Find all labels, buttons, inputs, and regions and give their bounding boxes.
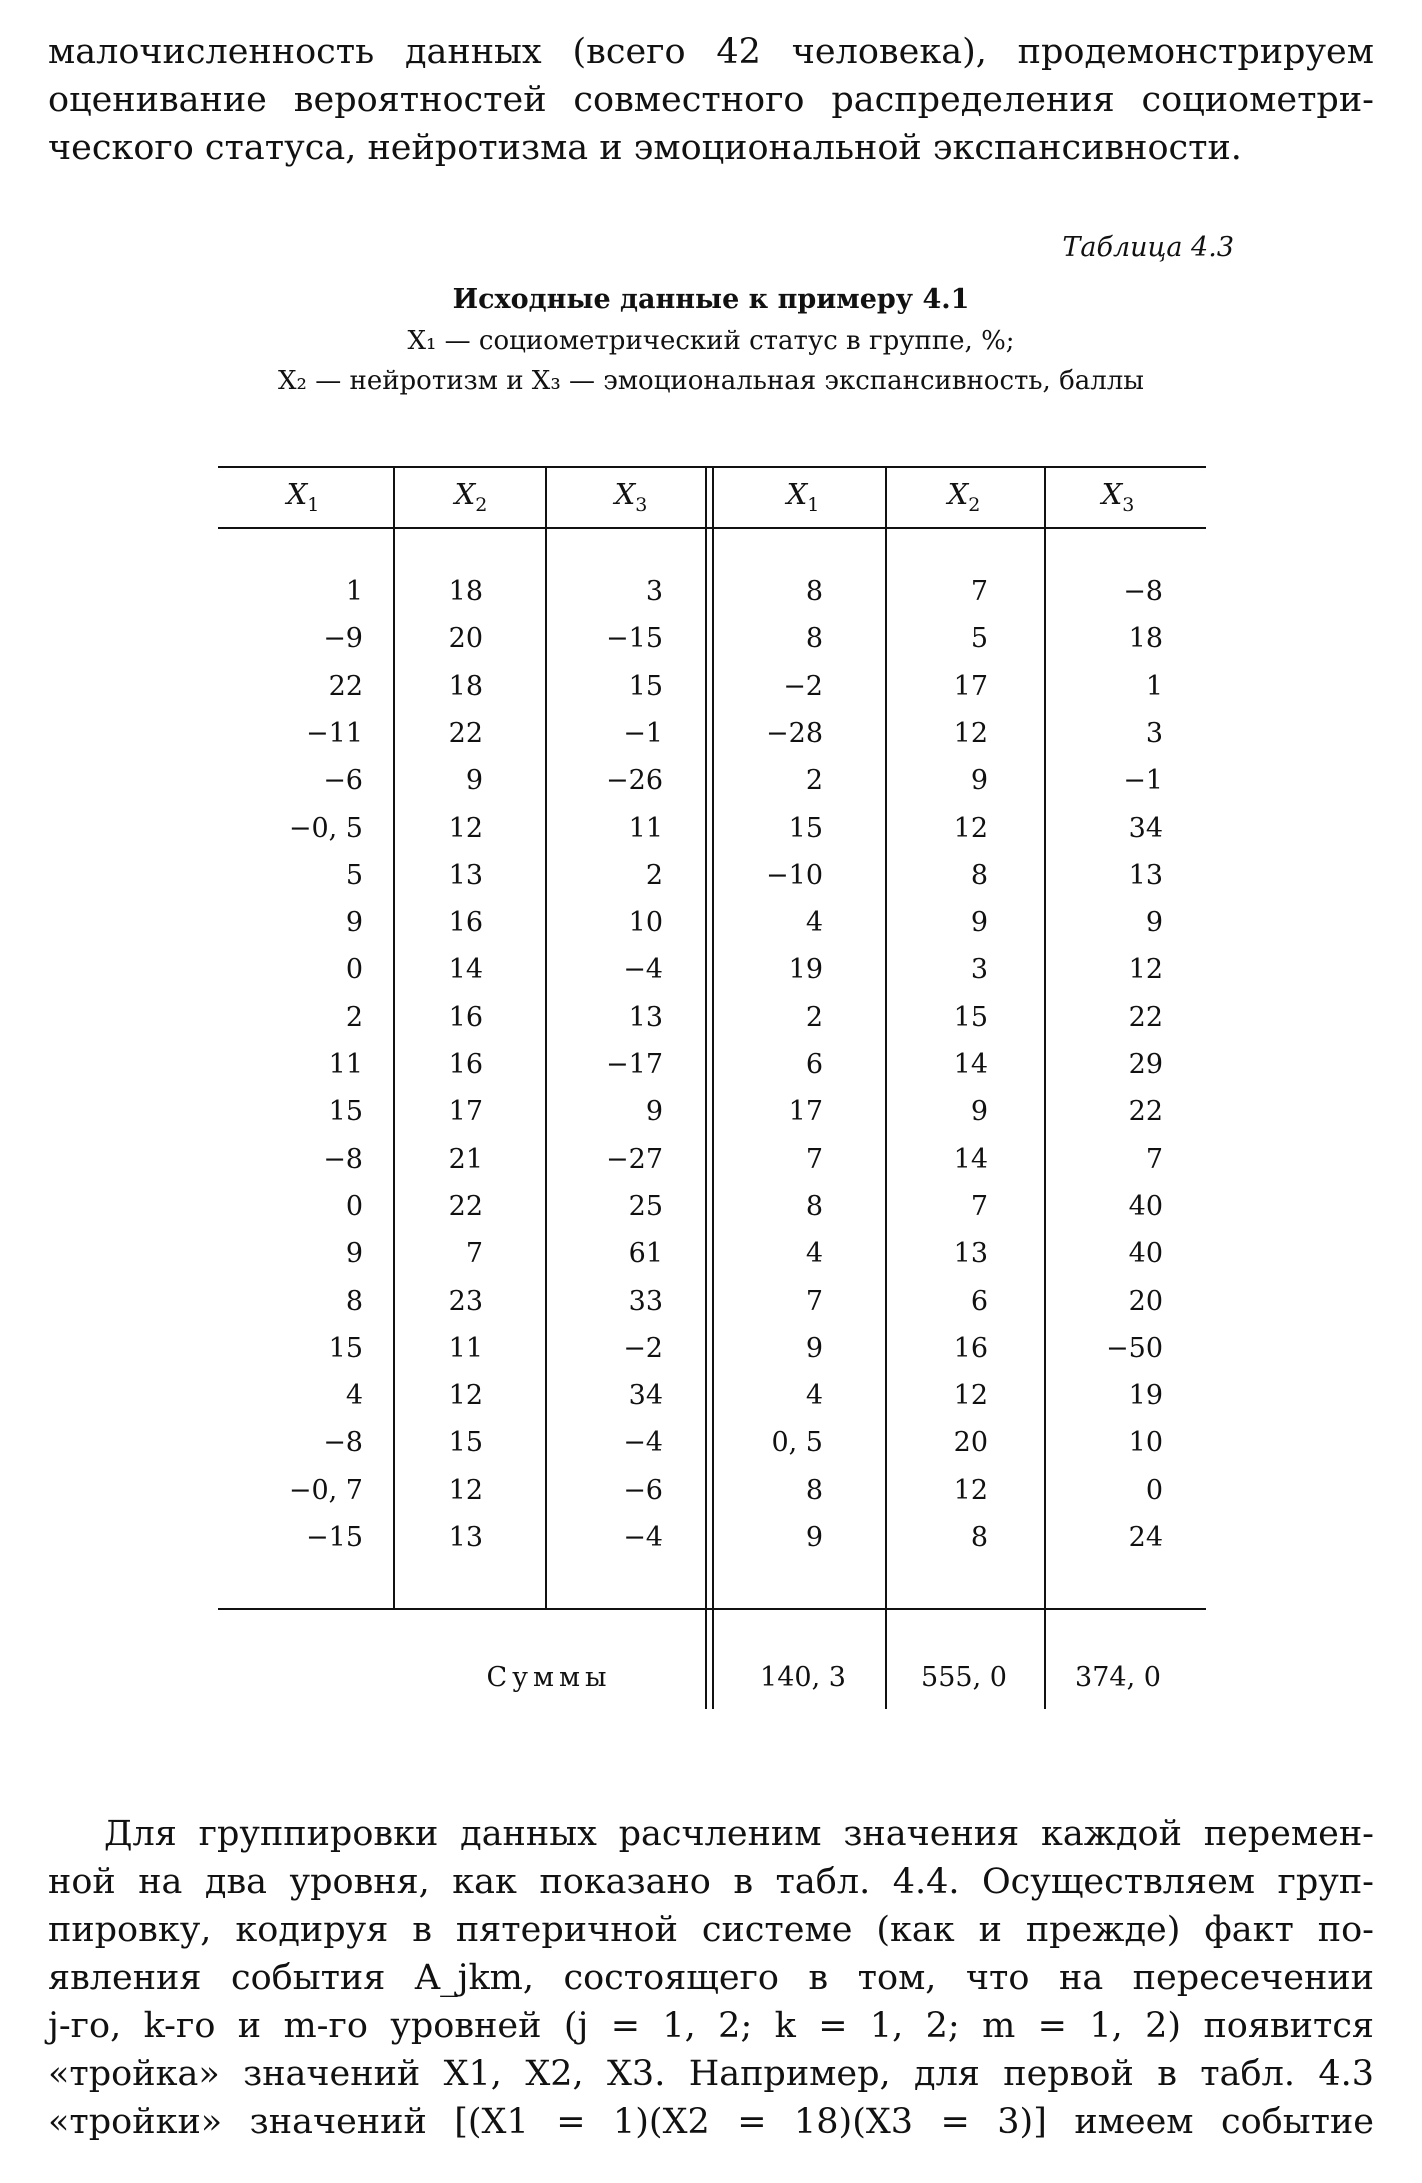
table-cell: 3 — [970, 954, 988, 986]
table-cell: 2 — [345, 1001, 363, 1033]
table-cell: 16 — [448, 907, 483, 939]
table-cell: −4 — [623, 1522, 663, 1553]
table-cell: −27 — [606, 1143, 663, 1175]
sums-cell: 374, 0 — [1075, 1662, 1161, 1693]
sums-cell: 140, 3 — [760, 1662, 846, 1693]
paragraph-line: Для группировки данных расчленим значения каждой перемен- — [104, 1814, 1374, 1854]
table-cell: 20 — [448, 623, 483, 655]
table-cell: 2 — [805, 1001, 823, 1033]
table-cell: −4 — [623, 1427, 663, 1459]
table-cell: −1 — [1123, 765, 1163, 797]
table-cell: 5 — [345, 859, 363, 891]
table-cell: 17 — [953, 670, 988, 702]
table-cell: 7 — [805, 1143, 823, 1175]
table-cell: 15 — [788, 812, 823, 844]
table-cell: 16 — [448, 1049, 483, 1080]
paragraph-line: j-го, k-го и m-го уровней (j = 1, 2; k = 1, 2; m = 1, 2) появится — [48, 2006, 1374, 2046]
table-cell: 13 — [1128, 859, 1163, 891]
table-cell: 9 — [345, 907, 363, 939]
table-cell: −15 — [306, 1522, 363, 1553]
table-cell: −4 — [623, 954, 663, 986]
table-cell: −28 — [766, 717, 823, 749]
table-label: Таблица 4.3 — [1062, 232, 1234, 263]
table-cell: −26 — [606, 765, 663, 797]
table-cell: 3 — [645, 576, 663, 607]
table-cell: 8 — [805, 576, 823, 607]
table-cell: 18 — [1128, 623, 1163, 655]
table-cell: −0, 7 — [288, 1474, 363, 1506]
table-cell: 7 — [970, 1190, 988, 1222]
table-cell: 22 — [448, 717, 483, 749]
table-cell: −17 — [606, 1049, 663, 1080]
table-cell: −1 — [623, 717, 663, 749]
table-cell: −50 — [1106, 1332, 1163, 1364]
table-header-cell: $X_2$ — [947, 477, 981, 516]
table-cell: 12 — [953, 1474, 988, 1506]
table-cell: 61 — [628, 1238, 663, 1270]
body-paragraph — [48, 1810, 1374, 2146]
table-cell: 8 — [805, 1190, 823, 1222]
table-cell: 8 — [970, 1522, 988, 1553]
table-cell: 9 — [345, 1238, 363, 1270]
table-cell: 13 — [953, 1238, 988, 1270]
table-cell: 12 — [448, 812, 483, 844]
paragraph-line: «тройка» значений X1, X2, X3. Например, для первой в табл. 4.3 — [48, 2054, 1374, 2094]
table-cell: 7 — [805, 1285, 823, 1317]
table-cell: 9 — [970, 907, 988, 939]
table-cell: 17 — [448, 1096, 483, 1128]
table-subtitle-line: X₂ — нейротизм и X₃ — эмоциональная экспансивность, баллы — [278, 366, 1144, 396]
table-cell: 10 — [628, 907, 663, 939]
table-cell: −11 — [306, 717, 363, 749]
table-cell: 9 — [1145, 907, 1163, 939]
table-cell: 18 — [448, 576, 483, 607]
table-cell: 15 — [953, 1001, 988, 1033]
table-cell: 0 — [345, 1190, 363, 1222]
table-cell: 40 — [1128, 1190, 1163, 1222]
table-cell: 34 — [628, 1380, 663, 1412]
table-cell: 12 — [448, 1380, 483, 1412]
table-cell: −9 — [323, 623, 363, 655]
table-cell: 3 — [1145, 717, 1163, 749]
table-cell: 16 — [953, 1332, 988, 1364]
paragraph-line: оценивание вероятностей совместного распределения социометри- — [48, 80, 1374, 120]
table-cell: 15 — [328, 1332, 363, 1364]
table-cell: 24 — [1128, 1522, 1163, 1553]
table-header-cell: $X_3$ — [614, 477, 648, 516]
table-cell: 12 — [953, 717, 988, 749]
table-cell: 2 — [805, 765, 823, 797]
table-cell: 15 — [328, 1096, 363, 1128]
table-cell: 20 — [1128, 1285, 1163, 1317]
table-cell: 13 — [628, 1001, 663, 1033]
table-cell: 12 — [953, 812, 988, 844]
table-cell: 22 — [1128, 1001, 1163, 1033]
paragraph-line: пировку, кодируя в пятеричной системе (как и прежде) факт по- — [48, 1910, 1374, 1950]
table-cell: 4 — [805, 907, 823, 939]
table-cell: 14 — [953, 1049, 988, 1080]
table-cell: 0 — [345, 954, 363, 986]
table-cell: −6 — [323, 765, 363, 797]
table-cell: −2 — [623, 1332, 663, 1364]
table-cell: 4 — [805, 1238, 823, 1270]
table-cell: 9 — [805, 1522, 823, 1553]
table-cell: 12 — [953, 1380, 988, 1412]
table-cell: 9 — [805, 1332, 823, 1364]
table-cell: 18 — [448, 670, 483, 702]
table-cell: 6 — [805, 1049, 823, 1080]
table-cell: 1 — [345, 576, 363, 607]
table-cell: 12 — [1128, 954, 1163, 986]
table-header-cell: $X_1$ — [286, 477, 320, 516]
sums-cell: 555, 0 — [921, 1662, 1007, 1693]
table-cell: −2 — [783, 670, 823, 702]
table-cell: 14 — [953, 1143, 988, 1175]
table-cell: −15 — [606, 623, 663, 655]
table-cell: 15 — [628, 670, 663, 702]
table-cell: 22 — [448, 1190, 483, 1222]
table-header-cell: $X_1$ — [786, 477, 820, 516]
table-cell: 29 — [1128, 1049, 1163, 1080]
table-cell: 11 — [448, 1332, 483, 1364]
intro-paragraph — [48, 28, 1374, 172]
table-cell: −10 — [766, 859, 823, 891]
table-cell: 20 — [953, 1427, 988, 1459]
table-cell: 0 — [1145, 1474, 1163, 1506]
table-cell: 19 — [788, 954, 823, 986]
table-cell: 14 — [448, 954, 483, 986]
table-cell: −8 — [323, 1143, 363, 1175]
table-cell: 33 — [628, 1285, 663, 1317]
table-cell: 19 — [1128, 1380, 1163, 1412]
table-cell: 25 — [628, 1190, 663, 1222]
table-cell: −0, 5 — [288, 812, 363, 844]
table-cell: 7 — [465, 1238, 483, 1270]
table-cell: 2 — [645, 859, 663, 891]
table-cell: 21 — [448, 1143, 483, 1175]
table-cell: 1 — [1145, 670, 1163, 702]
table-cell: 16 — [448, 1001, 483, 1033]
table-cell: 0, 5 — [771, 1427, 823, 1459]
table-header-cell: $X_2$ — [454, 477, 488, 516]
table-header-cell: $X_3$ — [1101, 477, 1135, 516]
table-cell: 13 — [448, 1522, 483, 1553]
table-title: Исходные данные к примеру 4.1 — [452, 284, 970, 315]
paragraph-line: ческого статуса, нейротизма и эмоциональной экспансивности. — [48, 128, 1242, 168]
table-cell: 22 — [1128, 1096, 1163, 1128]
table-cell: 9 — [645, 1096, 663, 1128]
table-cell: 10 — [1128, 1427, 1163, 1459]
table-cell: 7 — [1145, 1143, 1163, 1175]
table-cell: 11 — [628, 812, 663, 844]
table-cell: 12 — [448, 1474, 483, 1506]
paragraph-line: «тройки» значений [(X1 = 1)(X2 = 18)(X3 = 3)] имеем событие — [48, 2102, 1374, 2142]
table-cell: 8 — [345, 1285, 363, 1317]
data-table — [218, 466, 1206, 1709]
table-cell: 7 — [970, 576, 988, 607]
table-cell: 9 — [970, 1096, 988, 1128]
table-cell: 6 — [970, 1285, 988, 1317]
table-cell: −8 — [1123, 576, 1163, 607]
table-cell: 40 — [1128, 1238, 1163, 1270]
paragraph-line: ной на два уровня, как показано в табл. 4.4. Осуществляем груп- — [48, 1862, 1374, 1902]
table-subtitle-line: X₁ — социометрический статус в группе, %; — [407, 326, 1015, 356]
table-cell: 23 — [448, 1285, 483, 1317]
table-cell: 11 — [328, 1049, 363, 1080]
table-cell: 8 — [805, 1474, 823, 1506]
table-cell: 22 — [328, 670, 363, 702]
table-cell: 34 — [1128, 812, 1163, 844]
table-cell: 17 — [788, 1096, 823, 1128]
table-cell: 13 — [448, 859, 483, 891]
table-cell: 5 — [970, 623, 988, 655]
table-cell: 4 — [805, 1380, 823, 1412]
table-cell: 15 — [448, 1427, 483, 1459]
table-cell: 4 — [345, 1380, 363, 1412]
table-cell: −8 — [323, 1427, 363, 1459]
paragraph-line: малочисленность данных (всего 42 человека), продемонстрируем — [48, 32, 1374, 72]
table-cell: 9 — [465, 765, 483, 797]
sums-label: Суммы — [486, 1662, 612, 1693]
table-cell: 9 — [970, 765, 988, 797]
table-cell: 8 — [970, 859, 988, 891]
table-cell: −6 — [623, 1474, 663, 1506]
paragraph-line: явления события A_jkm, состоящего в том, что на пересечении — [48, 1958, 1374, 1998]
table-cell: 8 — [805, 623, 823, 655]
